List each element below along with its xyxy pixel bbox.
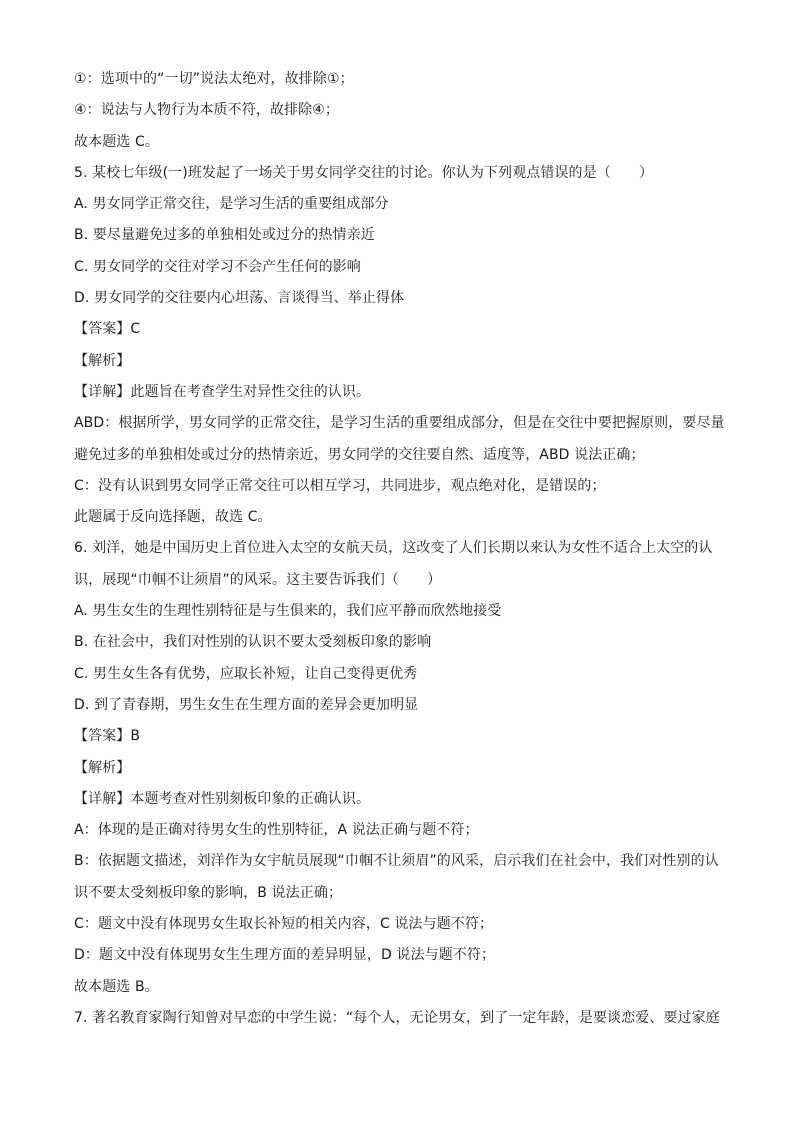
question-6-option-b: B. 在社会中，我们对性别的认识不要太受刻板印象的影响: [74, 634, 432, 651]
question-6-option-c: C. 男生女生各有优势，应取长补短，让自己变得更优秀: [74, 665, 418, 682]
question-5-option-c: C. 男女同学的交往对学习不会产生任何的影响: [74, 258, 361, 275]
question-5-option-b: B. 要尽量避免过多的单独相处或过分的热情亲近: [74, 227, 375, 244]
question-6-detail-b-1: B：依据题文描述，刘洋作为女宇航员展现“巾帼不让须眉”的风采，启示我们在社会中，我们对性别的认: [74, 853, 719, 870]
question-5-stem: 5. 某校七年级(一)班发起了一场关于男女同学交往的讨论。你认为下列观点错误的是（ ）: [74, 164, 654, 181]
question-6-option-d: D. 到了青春期，男生女生在生理方面的差异会更加明显: [74, 696, 419, 713]
question-6-stem-2: 识，展现“巾帼不让须眉”的风采。这主要告诉我们（ ）: [74, 571, 442, 588]
question-5-detail-c: C：没有认识到男女同学正常交往可以相互学习，共同进步，观点绝对化，是错误的；: [74, 477, 606, 494]
question-5-option-d: D. 男女同学的交往要内心坦荡、言谈得当、举止得体: [74, 290, 405, 307]
question-6-analysis-heading: 【解析】: [74, 759, 131, 776]
question-6-conclusion: 故本题选 B。: [74, 978, 159, 995]
question-6-detail-d: D：题文中没有体现男女生生理方面的差异明显，D 说法与题不符；: [74, 947, 496, 964]
question-5-detail: 【详解】此题旨在考查学生对异性交往的认识。: [74, 383, 371, 400]
question-6-stem-1: 6. 刘洋，她是中国历史上首位进入太空的女航天员，这改变了人们长期以来认为女性不适合上太空的认: [74, 540, 713, 557]
document-body: [74, 64, 724, 1034]
question-5-analysis-heading: 【解析】: [74, 352, 131, 369]
analysis-line-option-1: ①：选项中的“一切”说法太绝对，故排除①；: [74, 71, 354, 87]
question-6-detail: 【详解】本题考查对性别刻板印象的正确认识。: [74, 790, 371, 807]
question-7-stem: 7. 著名教育家陶行知曾对早恋的中学生说：“每个人，无论男女，到了一定年龄，是要谈恋爱、要过家庭: [74, 1009, 720, 1026]
question-5-option-a: A. 男女同学正常交往，是学习生活的重要组成部分: [74, 196, 389, 213]
question-5-detail-abd-1: ABD：根据所学，男女同学的正常交往，是学习生活的重要组成部分，但是在交往中要把握原则，要尽量: [74, 415, 725, 432]
question-6-detail-a: A：体现的是正确对待男女生的性别特征，A 说法正确与题不符；: [74, 822, 479, 839]
question-5-detail-abd-2: 避免过多的单独相处或过分的热情亲近，男女同学的交往要自然、适度等，ABD 说法正确；: [74, 446, 645, 463]
question-6-option-a: A. 男生女生的生理性别特征是与生俱来的，我们应平静而欣然地接受: [74, 603, 502, 620]
question-5-conclusion: 此题属于反向选择题，故选 C。: [74, 509, 272, 526]
question-5-answer: 【答案】C: [74, 321, 141, 338]
question-6-answer: 【答案】B: [74, 728, 141, 745]
question-6-detail-c: C：题文中没有体现男女生取长补短的相关内容，C 说法与题不符；: [74, 916, 494, 933]
question-6-detail-b-2: 识不要太受刻板印象的影响，B 说法正确；: [74, 884, 343, 901]
analysis-line-option-4: ④：说法与人物行为本质不符，故排除④；: [74, 102, 340, 119]
conclusion-line: 故本题选 C。: [74, 133, 159, 150]
